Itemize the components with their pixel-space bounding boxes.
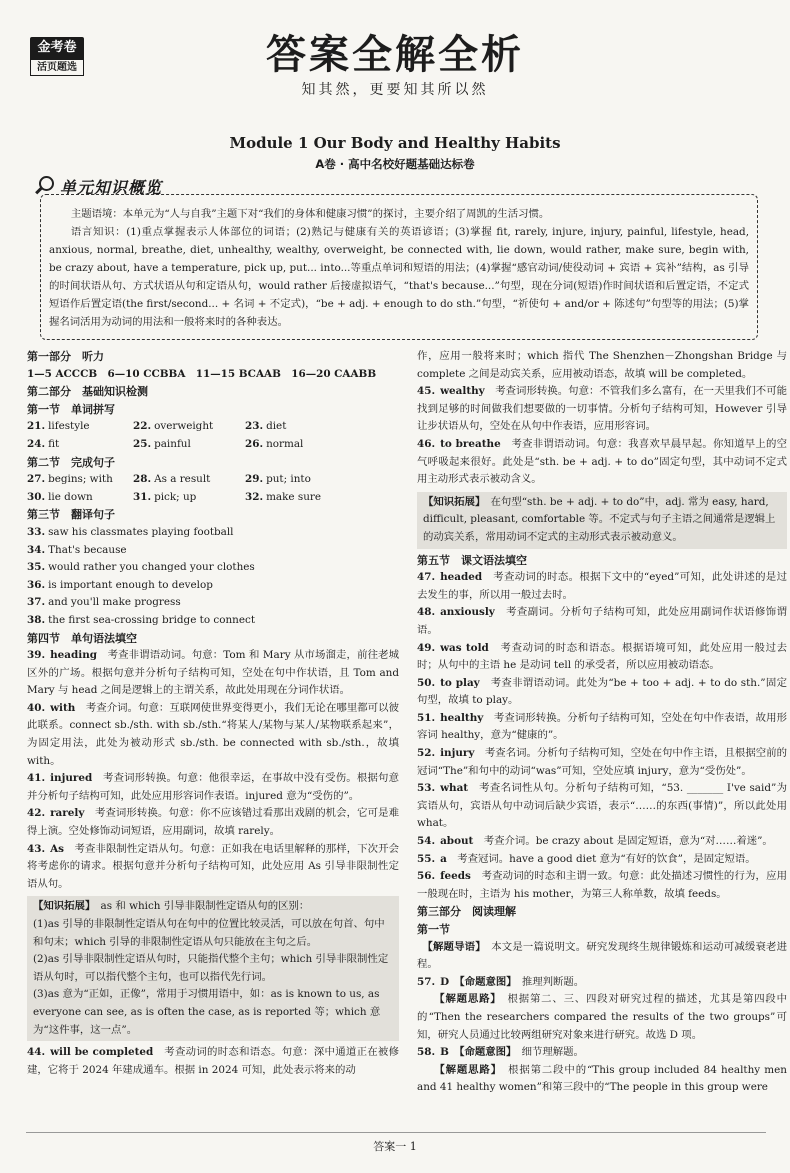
- section1-heading: 第一节 单词拼写: [27, 402, 115, 416]
- answer-item: 34. That's because: [27, 543, 127, 556]
- answer-explanation: 44. will be completed 考查动词的时态和语态。句意：深中通道正在被修建，它将于 2024 年建成通车。根据 in 2024 可知，此处表示将来的动: [27, 1046, 400, 1076]
- module-subtitle: A卷 · 高中名校好题基础达标卷: [315, 157, 475, 171]
- section3-heading: 第三节 翻译句子: [27, 508, 115, 522]
- answer-explanation: 40. with 考查介词。句意：互联网使世界变得更小，我们无论在哪里都可以彼此联系。connect sb./sth. with sb./sth.“将某人/某物与某人/某物联系起来”，为固定用法，此处为被动形式 sb./sth. be connected with sb./sth.，故填 with。: [27, 701, 400, 767]
- tip-title: 【知识拓展】: [423, 495, 481, 508]
- page-number: 答案一 1: [373, 1140, 417, 1153]
- tip-line: (2)as 引导非限制性定语从句时，只能指代整个主句；which 引导非限制性定语从句时，可以指代整个主句，也可以指代先行词。: [33, 953, 389, 983]
- answer-explanation: 45. wealthy 考查词形转换。句意：不管我们多么富有，在一天里我们不可能找到足够的时间做我们想要做的一切事情。分析句子结构可知，However 引导让步状语从句，空处在从句中作表语，应用形容词。: [417, 385, 788, 433]
- tip-text: 在句型“sth. be + adj. + to do”中，adj. 常为 easy, hard, difficult, pleasant, comfortable 等。不定式与句子主语之间通常是逻辑上的动宾关系，常用动词不定式的主动形式表示被动意义。: [423, 495, 776, 543]
- reading-reasoning: 【解题思路】 根据第二段中的“This group included 84 healthy men and 41 healthy women”和第三段中的“The people in this group were: [417, 1063, 788, 1094]
- answer-explanation: 54. about 考查介词。be crazy about 是固定短语，意为“对……着迷”。: [417, 835, 773, 848]
- answer-item: 35. would rather you changed your clothes: [27, 561, 255, 574]
- answer-item: 21. lifestyle: [27, 420, 90, 433]
- left-column: [27, 348, 399, 1079]
- answer-explanation: 41. injured 考查词形转换。句意：他很幸运，在事故中没有受伤。根据句意并分析句子结构可知，此处应用形容词作表语。injured 意为“受伤的”。: [27, 772, 399, 802]
- answer-explanation: 43. As 考查非限制性定语从句。句意：正如我在电话里解释的那样，下次开会将考虑你的请求。根据句意并分析句子结构可知，此处应用 As 引导非限制性定语从句。: [27, 842, 399, 890]
- answer-item: 37. and you'll make progress: [27, 596, 181, 609]
- answer-item: 33. saw his classmates playing football: [27, 525, 234, 538]
- answer-item: 23. diet: [245, 420, 287, 433]
- answer-explanation: 51. healthy 考查词形转换。分析句子结构可知，空处在句中作表语，故用形容词 healthy，意为“健康的”。: [417, 711, 788, 742]
- section1-answers: [27, 418, 399, 453]
- answer-item: 31. pick; up: [133, 490, 197, 503]
- brand-bottom: 活页题选: [30, 59, 84, 76]
- reading-reasoning: 【解题思路】 根据第二、三、四段对研究过程的描述，尤其是第四段中的“Then the researchers compared the results of the two groups”可知，研究人员通过比较两组研究对象来进行研究。故选 D 项。: [417, 993, 788, 1041]
- answer-explanation: 53. what 考查名词性从句。分析句子结构可知，“53. _______ I've said”为宾语从句，宾语从句中动词后缺少宾语，表示“……的东西(事情)”，所以此处用 what。: [417, 782, 787, 830]
- answer-explanation: 39. heading 考查非谓语动词。句意：Tom 和 Mary 从市场溜走，前往老城区外的广场。根据句意并分析句子结构可知，空处在句中作状语，且 Tom and Mary 与 head 之间是逻辑上的主谓关系，故此处用现在分词作状语。: [27, 649, 400, 697]
- part2-heading: 第二部分 基础知识检测: [27, 385, 148, 399]
- answer-explanation: 55. a 考查冠词。have a good diet 意为“有好的饮食”，是固定短语。: [417, 852, 756, 865]
- answer-item: 30. lie down: [27, 490, 93, 503]
- tip-heading: as 和 which 引导非限制性定语从句的区别：: [100, 900, 310, 913]
- magnifier-icon: [34, 176, 54, 196]
- module-title: Module 1 Our Body and Healthy Habits: [229, 134, 561, 152]
- answer-item: 28. As a result: [133, 473, 211, 486]
- answer-item: 38. the first sea-crossing bridge to connect: [27, 613, 256, 626]
- answer-item: 27. begins; with: [27, 473, 113, 486]
- answer-explanation: 56. feeds 考查动词的时态和主谓一致。句意：此处描述习惯性的行为，应用一般现在时，主语为 his mother，为第三人称单数，故填 feeds。: [417, 870, 788, 900]
- answer-explanation: 49. was told 考查动词的时态和语态。根据语境可知，此处应用一般过去时；从句中的主语 he 是动词 tell 的承受者，所以应用被动语态。: [417, 641, 788, 672]
- tip-line: (3)as 意为“正如，正像”，常用于习惯用语中，如：as is known to us, as everyone can see, as is often the case, as is reported 等；which 意为“这件事，这一点”。: [33, 988, 381, 1036]
- overview-heading-text: 单元知识概览: [60, 177, 163, 197]
- answer-explanation: 48. anxiously 考查副词。分析句子结构可知，此处应用副词作状语修饰谓语。: [417, 606, 788, 636]
- answer-item: 26. normal: [245, 437, 304, 450]
- reading-answer: 58. B 【命题意图】 细节理解题。: [417, 1046, 584, 1059]
- footer-divider: [26, 1132, 766, 1133]
- reading-section1-heading: 第一节: [417, 923, 450, 936]
- reading-guide: 【解题导语】 本文是一篇说明文。研究发现终生规律锻炼和运动可减缓衰老进程。: [417, 940, 788, 971]
- answer-item: 22. overweight: [133, 420, 214, 433]
- answer-item: 25. painful: [133, 437, 191, 450]
- answer-explanation: 47. headed 考查动词的时态。根据下文中的“eyed”可知，此处讲述的是过去发生的事，所以用一般过去时。: [417, 571, 787, 601]
- answer-item: 32. make sure: [245, 490, 322, 503]
- reading-answer: 57. D 【命题意图】 推理判断题。: [417, 975, 585, 988]
- page-title: 答案全解全析: [266, 32, 524, 78]
- tip-line: (1)as 引导的非限制性定语从句在句中的位置比较灵活，可以放在句首、句中和句末；which 引导的非限制性定语从句只能放在主句之后。: [33, 918, 385, 948]
- answer-explanation: 52. injury 考查名词。分析句子结构可知，空处在句中作主语，且根据空前的冠词“The”和句中的动词“was”可知，空处应填 injury，意为“受伤处”。: [417, 747, 788, 777]
- brand-top: 金考卷: [30, 37, 84, 59]
- overview-knowledge: 语言知识：(1)重点掌握表示人体部位的词语；(2)熟记与健康有关的英语谚语；(3)掌握 fit, rarely, injure, injury, painful, lifestyle, head, anxious, normal, breathe, diet, unhealthy, wealthy, overweight, be connected with, lie down, would rather, make sure, begin with, be crazy about, have a temperature, pick up, put... into...等重点单词和短语的用法；(4)掌握“感官动词/使役动词 + 宾语 + 宾补”结构，as 引导的时间状语从句、方式状语从句和定语从句，would rather 后接虚拟语气，“that's because...”句型，现在分词(短语)作时间状语和后置定语，不定式短语作后置定语(the first/second... + 名词 + 不定式)，“be + adj. + enough to do sth.”句型，“祈使句 + and/or + 陈述句”句型等的用法；(5)掌握名词活用为动词的用法和一般将来时的各种表达。: [49, 226, 749, 328]
- section2-answers: [27, 471, 399, 506]
- section2-heading: 第二节 完成句子: [27, 455, 115, 469]
- knowledge-tip-box: [417, 492, 787, 549]
- answer-explanation: 46. to breathe 考查非谓语动词。句意：我喜欢早晨早起。你知道早上的空气呼吸起来很好。此处是“sth. be + adj. + to do”固定句型，其中动词不定式用主动形式表示被动含义。: [417, 437, 787, 486]
- section5-heading: 第五节 课文语法填空: [417, 553, 527, 567]
- right-column: [417, 348, 787, 1097]
- knowledge-tip-box: [27, 896, 399, 1041]
- overview-box: [40, 194, 758, 340]
- answer-item: 36. is important enough to develop: [27, 578, 213, 591]
- answer-explanation-continued: 作，应用一般将来时；which 指代 The Shenzhen－Zhongshan Bridge 与 complete 之间是动宾关系，应用被动语态，故填 will be completed。: [417, 350, 787, 380]
- part3-heading: 第三部分 阅读理解: [417, 905, 516, 919]
- tip-title: 【知识拓展】: [33, 900, 91, 913]
- answer-item: 24. fit: [27, 437, 60, 450]
- section4-heading: 第四节 单句语法填空: [27, 631, 137, 645]
- part1-answers: 1—5 ACCCB 6—10 CCBBA 11—15 BCAAB 16—20 CAABB: [27, 367, 377, 380]
- page-subtitle: 知其然，更要知其所以然: [301, 82, 489, 98]
- overview-theme: 主题语境：本单元为“人与自我”主题下对“我们的身体和健康习惯”的探讨，主要介绍了周凯的生活习惯。: [70, 208, 550, 220]
- part1-heading: 第一部分 听力: [27, 350, 104, 363]
- answer-item: 29. put; into: [245, 473, 311, 486]
- answer-explanation: 50. to play 考查非谓语动词。此处为“be + too + adj. + to do sth.”固定句型，故填 to play。: [417, 676, 787, 707]
- answer-explanation: 42. rarely 考查词形转换。句意：你不应该错过看那出戏剧的机会，它可是难得上演。空处修饰动词短语，应用副词，故填 rarely。: [27, 807, 400, 838]
